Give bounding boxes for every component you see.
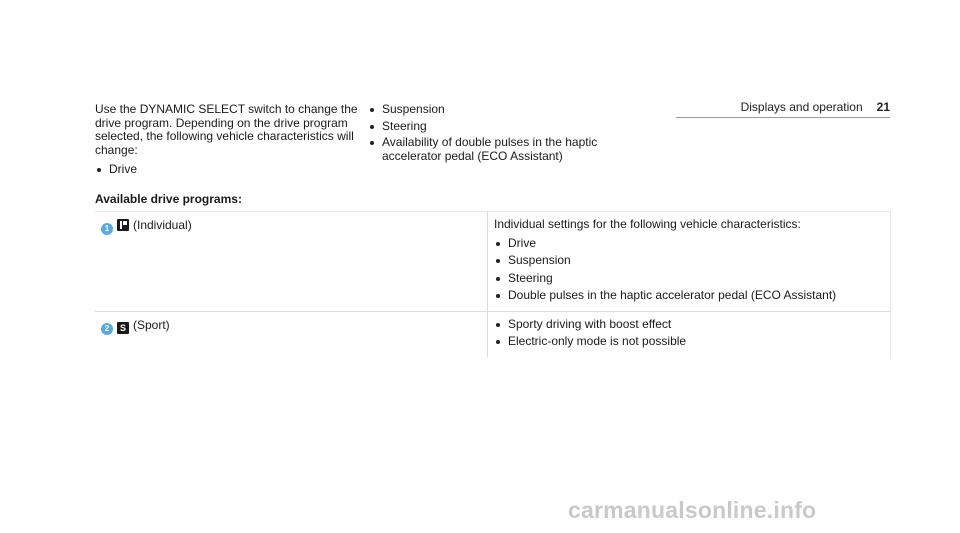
sport-key-icon: S [117,322,129,334]
individual-key-icon [117,219,129,231]
list-item: Drive [95,163,360,177]
section-title: Displays and operation [740,100,863,114]
program-label: (Individual) [133,218,192,232]
program-description: Individual settings for the following vehicle characteristics: [494,217,801,231]
table-row [95,212,891,312]
intro-text-block [95,103,360,177]
watermark-text: carmanualsonline.info [568,497,817,523]
list-item: Electric-only mode is not possible [494,335,884,349]
list-item: Sporty driving with boost effect [494,318,884,332]
program-label: (Sport) [133,317,170,332]
list-item: Steering [494,272,884,286]
drive-programs-table [95,211,891,357]
program-cell [95,311,488,357]
table-row [95,311,891,357]
description-cell [488,212,891,312]
page-number: 21 [876,100,890,114]
list-item: Availability of double pulses in the haptic accelerator pedal (ECO Assistant) [368,136,628,163]
page-header [741,100,890,114]
program-cell [95,212,488,312]
list-item: Suspension [494,254,884,268]
list-item: Suspension [368,103,628,117]
intro-paragraph: Use the DYNAMIC SELECT switch to change the drive program. Depending on the drive program selected, the following vehicle characteristics will change: [95,102,358,157]
intro-bullets-left [95,163,360,177]
callout-number-badge: 2 [101,323,113,335]
header-divider [676,117,890,118]
callout-number-badge: 1 [101,223,113,235]
intro-bullets-right [368,103,628,166]
description-cell [488,311,891,357]
list-item: Double pulses in the haptic accelerator pedal (ECO Assistant) [494,289,884,303]
list-item: Drive [494,237,884,251]
list-item: Steering [368,120,628,134]
section-subheading: Available drive programs: [95,192,242,206]
